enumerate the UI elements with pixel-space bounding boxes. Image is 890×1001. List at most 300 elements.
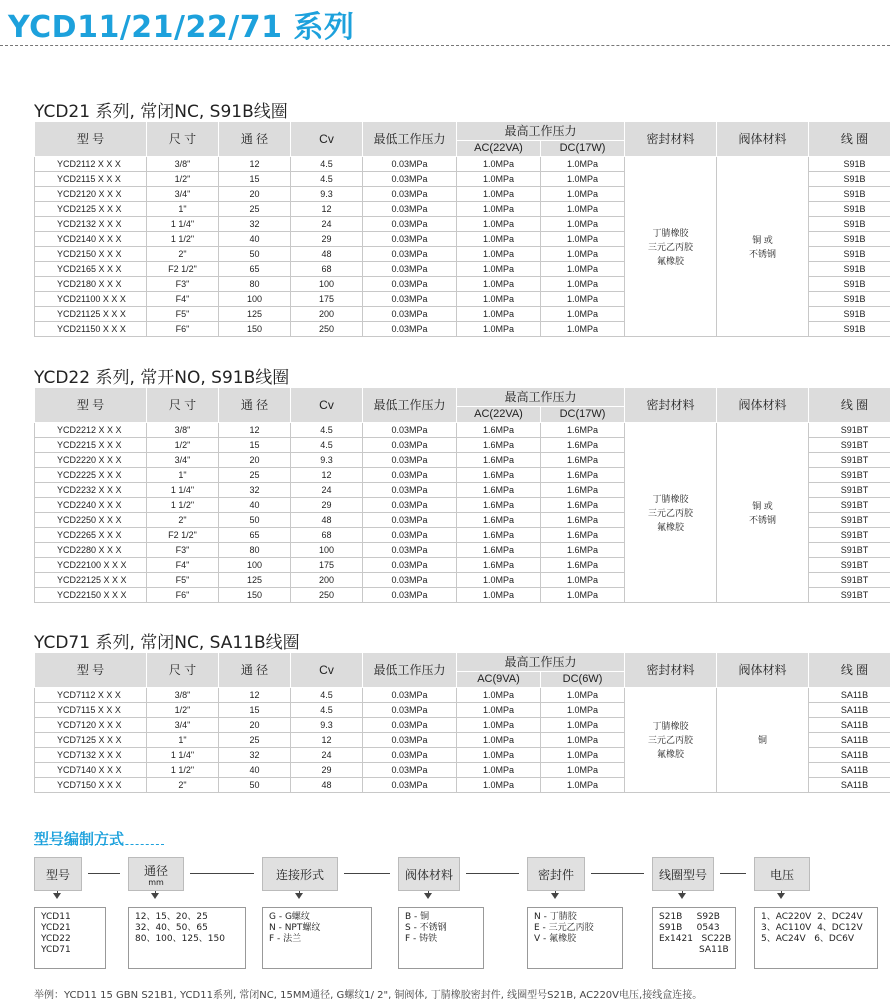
cell-size: F2 1/2": [147, 262, 219, 277]
cell-min-pressure: 0.03MPa: [363, 307, 457, 322]
cell-model: YCD22150 X X X: [35, 588, 147, 603]
cell-min-pressure: 0.03MPa: [363, 468, 457, 483]
cell-model: YCD2280 X X X: [35, 543, 147, 558]
cell-ac: 1.0MPa: [457, 778, 541, 793]
body-material-cell: 铜 或 不锈钢: [717, 423, 809, 603]
cell-ac: 1.0MPa: [457, 763, 541, 778]
page-title: YCD11/21/22/71 系列: [8, 2, 354, 46]
body-material-cell: 铜 或 不锈钢: [717, 157, 809, 337]
cell-min-pressure: 0.03MPa: [363, 202, 457, 217]
cell-min-pressure: 0.03MPa: [363, 513, 457, 528]
cell-size: F3": [147, 277, 219, 292]
cell-coil: S91BT: [809, 573, 890, 588]
cell-size: F2 1/2": [147, 528, 219, 543]
cell-min-pressure: 0.03MPa: [363, 703, 457, 718]
model-code-underline: [34, 844, 164, 845]
cell-size: F5": [147, 573, 219, 588]
cell-dc: 1.0MPa: [541, 262, 625, 277]
separator-dash: [88, 873, 120, 874]
header-dc: DC(17W): [541, 407, 625, 423]
cell-coil: S91B: [809, 292, 890, 307]
header-body: 阀体材料: [717, 653, 809, 688]
cell-ac: 1.6MPa: [457, 558, 541, 573]
cell-size: F4": [147, 558, 219, 573]
seal-material-cell: 丁腈橡胶 三元乙丙胶 氟橡胶: [625, 423, 717, 603]
down-arrow-icon: [151, 893, 159, 899]
code-box: [754, 857, 810, 891]
cell-coil: S91B: [809, 202, 890, 217]
cell-coil: SA11B: [809, 718, 890, 733]
cell-bore: 80: [219, 543, 291, 558]
cell-cv: 250: [291, 588, 363, 603]
cell-coil: S91B: [809, 307, 890, 322]
cell-size: 1/2": [147, 172, 219, 187]
cell-ac: 1.6MPa: [457, 528, 541, 543]
header-size: 尺 寸: [147, 122, 219, 157]
cell-dc: 1.6MPa: [541, 438, 625, 453]
code-box-label: 通径: [144, 862, 168, 879]
cell-size: 2": [147, 513, 219, 528]
cell-min-pressure: 0.03MPa: [363, 528, 457, 543]
cell-dc: 1.0MPa: [541, 187, 625, 202]
cell-min-pressure: 0.03MPa: [363, 748, 457, 763]
cell-cv: 175: [291, 292, 363, 307]
cell-model: YCD2180 X X X: [35, 277, 147, 292]
cell-coil: S91BT: [809, 588, 890, 603]
code-options: S21B S92B S91B 0543 Ex1421 SC22B SA11B: [652, 907, 736, 969]
header-seal: 密封材料: [625, 653, 717, 688]
cell-dc: 1.0MPa: [541, 307, 625, 322]
cell-dc: 1.6MPa: [541, 543, 625, 558]
body-material-cell: 铜: [717, 688, 809, 793]
cell-size: 1/2": [147, 438, 219, 453]
cell-dc: 1.0MPa: [541, 588, 625, 603]
cell-cv: 12: [291, 733, 363, 748]
cell-dc: 1.6MPa: [541, 498, 625, 513]
cell-model: YCD7132 X X X: [35, 748, 147, 763]
cell-min-pressure: 0.03MPa: [363, 157, 457, 172]
cell-size: F3": [147, 543, 219, 558]
cell-min-pressure: 0.03MPa: [363, 172, 457, 187]
cell-min-pressure: 0.03MPa: [363, 217, 457, 232]
cell-ac: 1.6MPa: [457, 513, 541, 528]
cell-dc: 1.0MPa: [541, 688, 625, 703]
cell-min-pressure: 0.03MPa: [363, 453, 457, 468]
header-size: 尺 寸: [147, 388, 219, 423]
cell-ac: 1.0MPa: [457, 573, 541, 588]
cell-coil: S91BT: [809, 543, 890, 558]
down-arrow-icon: [424, 893, 432, 899]
cell-size: 1 1/2": [147, 498, 219, 513]
cell-dc: 1.0MPa: [541, 703, 625, 718]
cell-bore: 65: [219, 262, 291, 277]
cell-dc: 1.0MPa: [541, 232, 625, 247]
cell-model: YCD7125 X X X: [35, 733, 147, 748]
code-box: [128, 857, 184, 891]
code-options: 12、15、20、25 32、40、50、65 80、100、125、150: [128, 907, 246, 969]
header-ac: AC(22VA): [457, 141, 541, 157]
cell-cv: 24: [291, 217, 363, 232]
cell-size: 1 1/2": [147, 763, 219, 778]
cell-min-pressure: 0.03MPa: [363, 262, 457, 277]
cell-model: YCD2265 X X X: [35, 528, 147, 543]
cell-min-pressure: 0.03MPa: [363, 718, 457, 733]
header-seal: 密封材料: [625, 388, 717, 423]
cell-coil: S91B: [809, 172, 890, 187]
cell-bore: 12: [219, 423, 291, 438]
cell-ac: 1.0MPa: [457, 232, 541, 247]
cell-cv: 68: [291, 262, 363, 277]
cell-cv: 9.3: [291, 187, 363, 202]
cell-coil: S91B: [809, 157, 890, 172]
cell-bore: 125: [219, 307, 291, 322]
cell-model: YCD2112 X X X: [35, 157, 147, 172]
cell-ac: 1.0MPa: [457, 187, 541, 202]
cell-coil: S91B: [809, 262, 890, 277]
cell-size: 1": [147, 202, 219, 217]
cell-dc: 1.0MPa: [541, 277, 625, 292]
cell-coil: S91BT: [809, 528, 890, 543]
cell-model: YCD2120 X X X: [35, 187, 147, 202]
separator-dash: [344, 873, 390, 874]
header-max-pressure: 最高工作压力: [457, 122, 625, 141]
cell-dc: 1.6MPa: [541, 423, 625, 438]
cell-ac: 1.6MPa: [457, 543, 541, 558]
cell-bore: 15: [219, 172, 291, 187]
down-arrow-icon: [551, 893, 559, 899]
down-arrow-icon: [777, 893, 785, 899]
cell-coil: S91BT: [809, 483, 890, 498]
cell-model: YCD21150 X X X: [35, 322, 147, 337]
code-box: [34, 857, 82, 891]
cell-bore: 40: [219, 232, 291, 247]
section-title: YCD71 系列, 常闭NC, SA11B线圈: [34, 628, 300, 653]
cell-coil: S91BT: [809, 468, 890, 483]
cell-bore: 25: [219, 468, 291, 483]
cell-min-pressure: 0.03MPa: [363, 558, 457, 573]
cell-ac: 1.0MPa: [457, 322, 541, 337]
cell-cv: 175: [291, 558, 363, 573]
cell-min-pressure: 0.03MPa: [363, 763, 457, 778]
cell-size: 1 1/4": [147, 748, 219, 763]
cell-model: YCD7140 X X X: [35, 763, 147, 778]
cell-min-pressure: 0.03MPa: [363, 543, 457, 558]
cell-bore: 100: [219, 292, 291, 307]
cell-coil: S91B: [809, 247, 890, 262]
cell-dc: 1.0MPa: [541, 172, 625, 187]
cell-cv: 4.5: [291, 703, 363, 718]
cell-min-pressure: 0.03MPa: [363, 483, 457, 498]
cell-coil: S91BT: [809, 558, 890, 573]
cell-min-pressure: 0.03MPa: [363, 277, 457, 292]
cell-size: 1 1/4": [147, 217, 219, 232]
separator-dash: [720, 873, 746, 874]
code-box: [527, 857, 585, 891]
cell-cv: 29: [291, 498, 363, 513]
cell-size: 1": [147, 733, 219, 748]
cell-dc: 1.6MPa: [541, 453, 625, 468]
spec-table: [34, 387, 890, 603]
cell-cv: 48: [291, 247, 363, 262]
cell-dc: 1.6MPa: [541, 468, 625, 483]
header-model: 型 号: [35, 388, 147, 423]
cell-min-pressure: 0.03MPa: [363, 423, 457, 438]
cell-dc: 1.0MPa: [541, 202, 625, 217]
cell-cv: 48: [291, 513, 363, 528]
cell-cv: 200: [291, 573, 363, 588]
cell-cv: 250: [291, 322, 363, 337]
cell-ac: 1.0MPa: [457, 277, 541, 292]
code-box: [652, 857, 714, 891]
code-box-label: 线圈型号: [659, 866, 707, 883]
cell-dc: 1.6MPa: [541, 513, 625, 528]
cell-model: YCD2115 X X X: [35, 172, 147, 187]
example-footnote: 举例：YCD11 15 GBN S21B1, YCD11系列, 常闭NC, 15MM通径, G螺纹1/ 2", 铜阀体, 丁腈橡胶密封件, 线圈型号S21B, AC220V电压,接线盒连接。: [34, 986, 702, 1001]
code-box-label: 电压: [770, 866, 794, 883]
seal-material-cell: 丁腈橡胶 三元乙丙胶 氟橡胶: [625, 688, 717, 793]
cell-model: YCD21100 X X X: [35, 292, 147, 307]
cell-dc: 1.0MPa: [541, 763, 625, 778]
header-model: 型 号: [35, 653, 147, 688]
header-ac: AC(22VA): [457, 407, 541, 423]
section-title: YCD21 系列, 常闭NC, S91B线圈: [34, 97, 288, 122]
cell-coil: S91B: [809, 322, 890, 337]
cell-coil: S91BT: [809, 438, 890, 453]
cell-min-pressure: 0.03MPa: [363, 573, 457, 588]
cell-model: YCD2125 X X X: [35, 202, 147, 217]
header-bore: 通 径: [219, 122, 291, 157]
cell-bore: 25: [219, 202, 291, 217]
cell-coil: SA11B: [809, 778, 890, 793]
cell-size: 3/4": [147, 453, 219, 468]
cell-ac: 1.0MPa: [457, 718, 541, 733]
code-box-unit: mm: [148, 879, 164, 887]
cell-size: F5": [147, 307, 219, 322]
cell-bore: 125: [219, 573, 291, 588]
header-body: 阀体材料: [717, 122, 809, 157]
header-min-pressure: 最低工作压力: [363, 388, 457, 423]
header-ac: AC(9VA): [457, 672, 541, 688]
cell-cv: 4.5: [291, 423, 363, 438]
header-dc: DC(6W): [541, 672, 625, 688]
cell-dc: 1.0MPa: [541, 157, 625, 172]
cell-coil: SA11B: [809, 748, 890, 763]
code-box-label: 型号: [46, 866, 70, 883]
cell-ac: 1.6MPa: [457, 438, 541, 453]
cell-coil: SA11B: [809, 733, 890, 748]
cell-ac: 1.0MPa: [457, 262, 541, 277]
header-cv: Cv: [291, 122, 363, 157]
cell-ac: 1.0MPa: [457, 157, 541, 172]
cell-min-pressure: 0.03MPa: [363, 232, 457, 247]
cell-bore: 150: [219, 588, 291, 603]
cell-cv: 9.3: [291, 453, 363, 468]
cell-ac: 1.0MPa: [457, 748, 541, 763]
cell-min-pressure: 0.03MPa: [363, 187, 457, 202]
cell-dc: 1.0MPa: [541, 247, 625, 262]
cell-model: YCD7112 X X X: [35, 688, 147, 703]
cell-ac: 1.0MPa: [457, 588, 541, 603]
cell-model: YCD2225 X X X: [35, 468, 147, 483]
cell-bore: 40: [219, 498, 291, 513]
code-options: 1、AC220V 2、DC24V 3、AC110V 4、DC12V 5、AC24V 6、DC6V: [754, 907, 878, 969]
cell-coil: S91B: [809, 187, 890, 202]
cell-model: YCD7150 X X X: [35, 778, 147, 793]
cell-size: 1/2": [147, 703, 219, 718]
cell-size: 3/8": [147, 157, 219, 172]
cell-model: YCD21125 X X X: [35, 307, 147, 322]
cell-dc: 1.0MPa: [541, 322, 625, 337]
header-min-pressure: 最低工作压力: [363, 653, 457, 688]
cell-model: YCD2140 X X X: [35, 232, 147, 247]
cell-bore: 20: [219, 453, 291, 468]
cell-ac: 1.0MPa: [457, 688, 541, 703]
cell-size: 3/8": [147, 423, 219, 438]
cell-cv: 4.5: [291, 688, 363, 703]
cell-dc: 1.0MPa: [541, 217, 625, 232]
cell-min-pressure: 0.03MPa: [363, 733, 457, 748]
cell-bore: 12: [219, 688, 291, 703]
cell-model: YCD2212 X X X: [35, 423, 147, 438]
cell-ac: 1.0MPa: [457, 733, 541, 748]
cell-cv: 9.3: [291, 718, 363, 733]
cell-ac: 1.6MPa: [457, 498, 541, 513]
cell-coil: S91B: [809, 217, 890, 232]
spec-table: [34, 652, 890, 793]
cell-coil: SA11B: [809, 703, 890, 718]
table-row: [35, 688, 890, 703]
cell-bore: 15: [219, 438, 291, 453]
down-arrow-icon: [678, 893, 686, 899]
cell-cv: 4.5: [291, 157, 363, 172]
cell-coil: S91B: [809, 277, 890, 292]
cell-model: YCD22125 X X X: [35, 573, 147, 588]
cell-size: 1 1/2": [147, 232, 219, 247]
cell-cv: 100: [291, 277, 363, 292]
cell-size: 2": [147, 247, 219, 262]
cell-bore: 20: [219, 187, 291, 202]
cell-size: 2": [147, 778, 219, 793]
model-code-title: 型号编制方式: [34, 828, 124, 849]
cell-size: F6": [147, 588, 219, 603]
cell-model: YCD2150 X X X: [35, 247, 147, 262]
cell-min-pressure: 0.03MPa: [363, 498, 457, 513]
cell-size: 3/4": [147, 718, 219, 733]
cell-dc: 1.0MPa: [541, 733, 625, 748]
section-title: YCD22 系列, 常开NO, S91B线圈: [34, 363, 289, 388]
cell-bore: 12: [219, 157, 291, 172]
cell-size: F4": [147, 292, 219, 307]
cell-coil: SA11B: [809, 763, 890, 778]
header-coil: 线 圈: [809, 388, 890, 423]
cell-bore: 32: [219, 217, 291, 232]
cell-ac: 1.6MPa: [457, 423, 541, 438]
separator-dash: [190, 873, 254, 874]
header-max-pressure: 最高工作压力: [457, 388, 625, 407]
cell-dc: 1.0MPa: [541, 718, 625, 733]
cell-cv: 48: [291, 778, 363, 793]
cell-cv: 12: [291, 468, 363, 483]
cell-coil: S91B: [809, 232, 890, 247]
cell-bore: 80: [219, 277, 291, 292]
separator-dash: [466, 873, 519, 874]
header-bore: 通 径: [219, 653, 291, 688]
header-size: 尺 寸: [147, 653, 219, 688]
cell-min-pressure: 0.03MPa: [363, 688, 457, 703]
cell-cv: 24: [291, 483, 363, 498]
cell-model: YCD7120 X X X: [35, 718, 147, 733]
cell-size: 1": [147, 468, 219, 483]
cell-min-pressure: 0.03MPa: [363, 322, 457, 337]
cell-ac: 1.0MPa: [457, 247, 541, 262]
code-options: B - 铜 S - 不锈钢 F - 铸铁: [398, 907, 484, 969]
cell-ac: 1.0MPa: [457, 202, 541, 217]
header-cv: Cv: [291, 653, 363, 688]
code-box-label: 连接形式: [276, 866, 324, 883]
header-body: 阀体材料: [717, 388, 809, 423]
cell-model: YCD22100 X X X: [35, 558, 147, 573]
cell-coil: S91BT: [809, 498, 890, 513]
cell-bore: 100: [219, 558, 291, 573]
cell-min-pressure: 0.03MPa: [363, 438, 457, 453]
cell-bore: 65: [219, 528, 291, 543]
cell-min-pressure: 0.03MPa: [363, 247, 457, 262]
cell-dc: 1.6MPa: [541, 558, 625, 573]
cell-dc: 1.0MPa: [541, 778, 625, 793]
separator-dash: [591, 873, 644, 874]
cell-cv: 68: [291, 528, 363, 543]
down-arrow-icon: [53, 893, 61, 899]
cell-ac: 1.6MPa: [457, 453, 541, 468]
cell-size: 1 1/4": [147, 483, 219, 498]
code-box-label: 阀体材料: [405, 866, 453, 883]
cell-dc: 1.6MPa: [541, 528, 625, 543]
header-coil: 线 圈: [809, 653, 890, 688]
cell-model: YCD2165 X X X: [35, 262, 147, 277]
cell-cv: 12: [291, 202, 363, 217]
code-box: [398, 857, 460, 891]
cell-model: YCD2240 X X X: [35, 498, 147, 513]
down-arrow-icon: [295, 893, 303, 899]
code-box: [262, 857, 338, 891]
code-options: YCD11 YCD21 YCD22 YCD71: [34, 907, 106, 969]
cell-cv: 200: [291, 307, 363, 322]
spec-table: [34, 121, 890, 337]
code-options: N - 丁腈胶 E - 三元乙丙胶 V - 氟橡胶: [527, 907, 623, 969]
cell-cv: 4.5: [291, 438, 363, 453]
title-divider: [0, 45, 890, 46]
cell-dc: 1.0MPa: [541, 292, 625, 307]
table-row: [35, 423, 890, 438]
code-box-label: 密封件: [538, 866, 574, 883]
cell-ac: 1.0MPa: [457, 703, 541, 718]
cell-bore: 32: [219, 748, 291, 763]
cell-coil: SA11B: [809, 688, 890, 703]
cell-ac: 1.0MPa: [457, 172, 541, 187]
cell-bore: 25: [219, 733, 291, 748]
header-cv: Cv: [291, 388, 363, 423]
cell-ac: 1.0MPa: [457, 217, 541, 232]
header-min-pressure: 最低工作压力: [363, 122, 457, 157]
cell-bore: 50: [219, 247, 291, 262]
header-max-pressure: 最高工作压力: [457, 653, 625, 672]
cell-model: YCD2232 X X X: [35, 483, 147, 498]
header-bore: 通 径: [219, 388, 291, 423]
table-row: [35, 157, 890, 172]
cell-bore: 150: [219, 322, 291, 337]
cell-coil: S91BT: [809, 423, 890, 438]
seal-material-cell: 丁腈橡胶 三元乙丙胶 氟橡胶: [625, 157, 717, 337]
